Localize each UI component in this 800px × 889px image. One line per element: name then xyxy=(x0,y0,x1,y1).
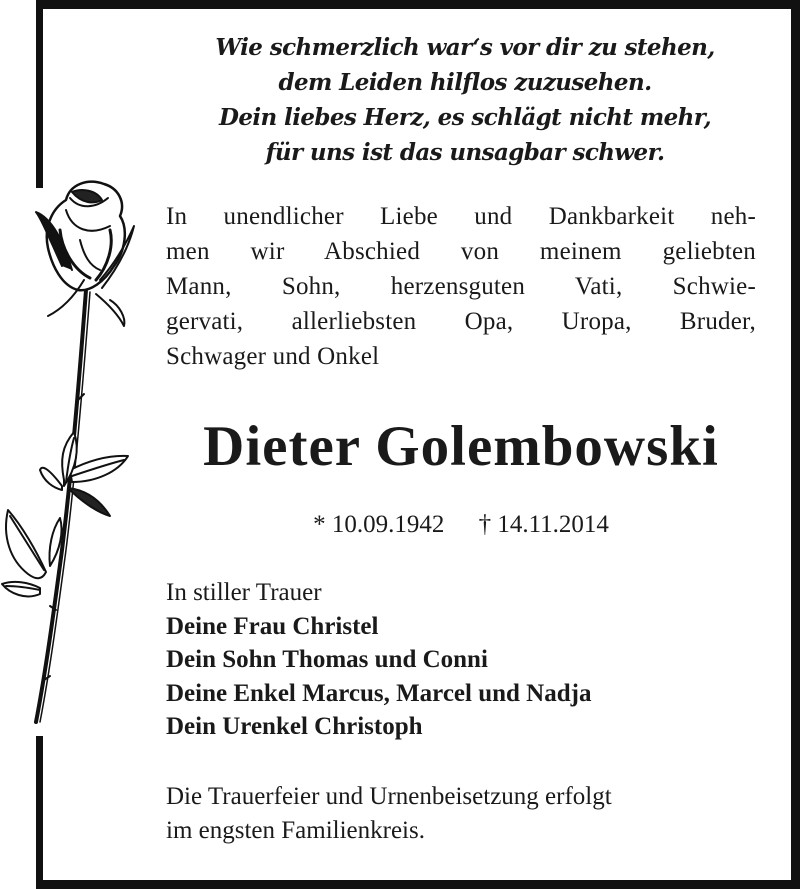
poem-line: dem Leiden hilflos zuzusehen. xyxy=(278,69,652,96)
poem-line: Wie schmerzlich war‘s vor dir zu stehen, xyxy=(215,34,715,61)
intro-line: In unendlicher Liebe und Dankbarkeit neh- xyxy=(166,203,756,230)
intro-line: gervati, allerliebsten Opa, Uropa, Bruder, xyxy=(166,308,756,335)
funeral-line: Die Trauerfeier und Urnenbeisetzung erfolgt xyxy=(166,783,612,810)
poem-line: Dein liebes Herz, es schlägt nicht mehr, xyxy=(219,104,711,131)
intro-line: Mann, Sohn, herzensguten Vati, Schwie- xyxy=(166,273,756,300)
mourner-line: Dein Urenkel Christoph xyxy=(166,713,423,740)
rose-icon xyxy=(0,170,140,740)
birth-date: * 10.09.1942 xyxy=(313,511,445,538)
poem-line: für uns ist das unsagbar schwer. xyxy=(265,139,665,166)
mourner-line: Deine Frau Christel xyxy=(166,612,379,640)
funeral-notice xyxy=(166,780,766,848)
intro-text xyxy=(166,199,756,374)
mourners xyxy=(166,576,756,744)
funeral-line: im engsten Familienkreis. xyxy=(166,817,425,844)
poem xyxy=(170,30,760,170)
intro-line: Schwager und Onkel xyxy=(166,343,380,370)
deceased-name: Dieter Golembowski xyxy=(203,415,719,478)
death-date: † 14.11.2014 xyxy=(478,511,609,538)
mourner-line: Deine Enkel Marcus, Marcel und Nadja xyxy=(166,679,592,707)
mourners-intro: In stiller Trauer xyxy=(166,579,322,606)
intro-line: men wir Abschied von meinem geliebten xyxy=(166,238,756,265)
life-dates xyxy=(166,509,756,541)
mourner-line: Dein Sohn Thomas und Conni xyxy=(166,646,488,673)
